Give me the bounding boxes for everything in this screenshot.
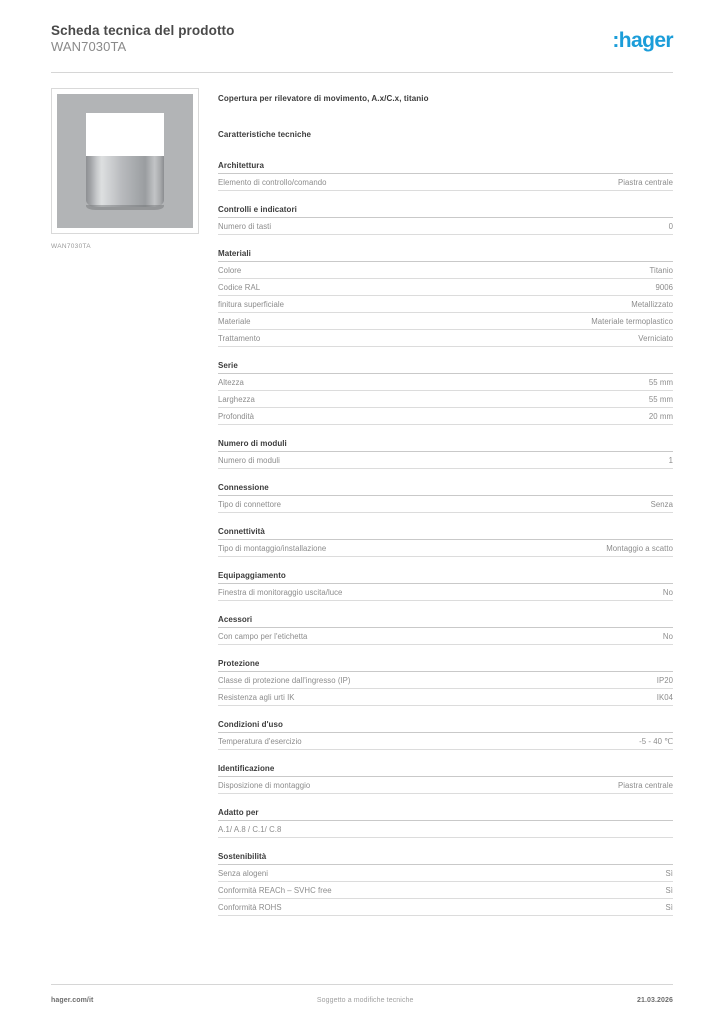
spec-row-label: Colore <box>218 266 242 275</box>
spec-row <box>218 899 673 916</box>
spec-group-title: Serie <box>218 361 673 374</box>
specs-section-heading: Caratteristiche tecniche <box>218 130 312 139</box>
spec-group-title: Adatto per <box>218 808 673 821</box>
page-header <box>51 22 673 70</box>
spec-group-title: Connettività <box>218 527 673 540</box>
specs-column <box>218 94 673 930</box>
spec-row <box>218 628 673 645</box>
spec-row-label: Larghezza <box>218 395 255 404</box>
spec-row <box>218 174 673 191</box>
spec-row-label: Tipo di montaggio/installazione <box>218 544 327 553</box>
spec-row <box>218 733 673 750</box>
spec-row-value: Titanio <box>649 266 673 275</box>
spec-row-label: Classe di protezione dall'ingresso (IP) <box>218 676 351 685</box>
spec-row <box>218 882 673 899</box>
spec-group-title: Connessione <box>218 483 673 496</box>
spec-group <box>218 615 673 645</box>
spec-row-value: IK04 <box>656 693 673 702</box>
footer-date: 21.03.2026 <box>636 997 673 1004</box>
spec-row-value: No <box>662 632 673 641</box>
spec-row <box>218 821 673 838</box>
spec-row-label: Numero di moduli <box>218 456 280 465</box>
spec-row-label: Altezza <box>218 378 244 387</box>
spec-group <box>218 439 673 469</box>
spec-row-label: Materiale <box>218 317 251 326</box>
spec-group <box>218 852 673 916</box>
product-image-block <box>51 88 199 250</box>
spec-row-value: No <box>662 588 673 597</box>
spec-row <box>218 496 673 513</box>
spec-row-label: Profondità <box>218 412 255 421</box>
page-title: Scheda tecnica del prodotto <box>51 23 235 38</box>
spec-group-title: Protezione <box>218 659 673 672</box>
spec-group-title: Equipaggiamento <box>218 571 673 584</box>
spec-row-label: finitura superficiale <box>218 300 285 309</box>
spec-row-value: Senza <box>650 500 673 509</box>
spec-row <box>218 672 673 689</box>
spec-row-value: Materiale termoplastico <box>591 317 673 326</box>
spec-group-title: Numero di moduli <box>218 439 673 452</box>
spec-row-value: Metallizzato <box>631 300 673 309</box>
product-image-frame <box>51 88 199 234</box>
spec-row <box>218 374 673 391</box>
spec-row-value: Piastra centrale <box>618 178 673 187</box>
spec-group <box>218 483 673 513</box>
spec-row-value: IP20 <box>656 676 673 685</box>
spec-row-label: Conformità ROHS <box>218 903 282 912</box>
spec-group <box>218 808 673 838</box>
spec-row-label: Trattamento <box>218 334 261 343</box>
spec-row <box>218 218 673 235</box>
page-subtitle: WAN7030TA <box>51 39 127 54</box>
spec-row-value: Piastra centrale <box>618 781 673 790</box>
spec-row-value: 20 mm <box>648 412 673 421</box>
spec-group-title: Identificazione <box>218 764 673 777</box>
spec-group <box>218 361 673 425</box>
spec-row-label: Conformità REACh – SVHC free <box>218 886 332 895</box>
product-description: Copertura per rilevatore di movimento, A.x/C.x, titanio <box>218 94 429 103</box>
spec-row-value: Verniciato <box>638 334 673 343</box>
hager-logo: :hager <box>612 29 673 52</box>
spec-row <box>218 584 673 601</box>
spec-row-label: A.1/ A.8 / C.1/ C.8 <box>218 825 282 834</box>
spec-group <box>218 205 673 235</box>
spec-group <box>218 527 673 557</box>
spec-row-value: 55 mm <box>648 378 673 387</box>
footer-website-link[interactable]: hager.com/it <box>51 997 94 1004</box>
spec-group <box>218 571 673 601</box>
spec-row-value: 9006 <box>655 283 673 292</box>
spec-row <box>218 408 673 425</box>
spec-row-value: 1 <box>668 456 673 465</box>
spec-row <box>218 777 673 794</box>
spec-row <box>218 296 673 313</box>
spec-groups <box>218 161 673 916</box>
spec-row-value: 0 <box>668 222 673 231</box>
spec-row-value: Sì <box>665 903 673 912</box>
spec-row-label: Con campo per l'etichetta <box>218 632 308 641</box>
spec-row-label: Disposizione di montaggio <box>218 781 311 790</box>
spec-row <box>218 330 673 347</box>
spec-row <box>218 313 673 330</box>
motion-sensor-lens-icon <box>86 156 164 207</box>
spec-row-label: Finestra di monitoraggio uscita/luce <box>218 588 343 597</box>
spec-group-title: Sostenibilità <box>218 852 673 865</box>
spec-row <box>218 540 673 557</box>
spec-row-value: 55 mm <box>648 395 673 404</box>
spec-row-label: Resistenza agli urti IK <box>218 693 295 702</box>
product-image-caption: WAN7030TA <box>51 243 91 250</box>
spec-row-label: Elemento di controllo/comando <box>218 178 327 187</box>
spec-row <box>218 689 673 706</box>
product-image <box>57 94 193 228</box>
spec-group <box>218 161 673 191</box>
spec-group <box>218 249 673 347</box>
spec-row-label: Codice RAL <box>218 283 261 292</box>
motion-sensor-window-icon <box>86 113 164 156</box>
spec-row-label: Tipo di connettore <box>218 500 282 509</box>
spec-row <box>218 391 673 408</box>
spec-group-title: Materiali <box>218 249 673 262</box>
spec-row <box>218 279 673 296</box>
footer-disclaimer: Soggetto a modifiche tecniche <box>316 997 414 1004</box>
spec-row-value: Montaggio a scatto <box>606 544 673 553</box>
spec-group-title: Condizioni d'uso <box>218 720 673 733</box>
spec-row-label: Senza alogeni <box>218 869 269 878</box>
spec-row-value: Sì <box>665 869 673 878</box>
lens-shadow <box>86 205 164 209</box>
spec-group <box>218 659 673 706</box>
spec-group <box>218 720 673 750</box>
spec-row <box>218 865 673 882</box>
spec-row-value: -5 - 40 ℃ <box>639 737 673 746</box>
spec-row <box>218 452 673 469</box>
spec-row <box>218 262 673 279</box>
spec-row-label: Temperatura d'esercizio <box>218 737 302 746</box>
spec-group-title: Architettura <box>218 161 673 174</box>
spec-group-title: Controlli e indicatori <box>218 205 673 218</box>
spec-group-title: Acessori <box>218 615 673 628</box>
header-divider <box>51 72 673 73</box>
page-footer <box>51 997 673 1004</box>
spec-row-value: Sì <box>665 886 673 895</box>
spec-group <box>218 764 673 794</box>
footer-divider <box>51 984 673 985</box>
spec-row-label: Numero di tasti <box>218 222 272 231</box>
